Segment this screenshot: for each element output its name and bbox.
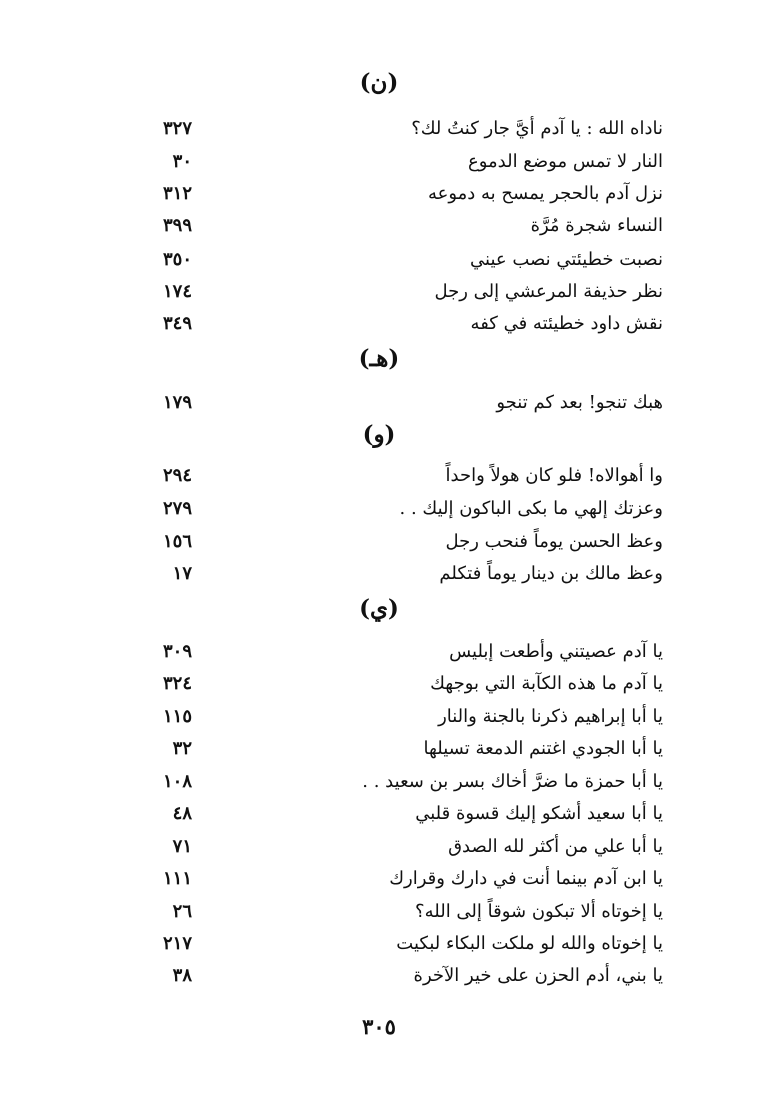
index-entry bbox=[0, 459, 758, 492]
entry-text: هبك تنجو! بعد كم تنجو bbox=[496, 392, 663, 413]
index-entry bbox=[0, 635, 758, 668]
entry-page-number: ٣٢٧ bbox=[162, 118, 192, 139]
entry-text: يا أبا إبراهيم ذكرنا بالجنة والنار bbox=[438, 706, 663, 727]
entry-text: يا آدم عصيتني وأطعت إبليس bbox=[449, 641, 663, 662]
entry-text: نظر حذيفة المرعشي إلى رجل bbox=[434, 281, 663, 302]
entry-text: يا أبا الجودي اغتنم الدمعة تسيلها bbox=[423, 738, 663, 759]
index-entry bbox=[0, 959, 758, 992]
index-entry bbox=[0, 492, 758, 525]
entry-text: النساء شجرة مُرَّة bbox=[530, 215, 663, 236]
index-entry bbox=[0, 307, 758, 340]
entry-page-number: ٣٢٤ bbox=[162, 673, 192, 694]
entry-page-number: ٢٩٤ bbox=[162, 465, 192, 486]
entry-text: يا ابن آدم بينما أنت في دارك وقرارك bbox=[389, 868, 663, 889]
index-entry bbox=[0, 177, 758, 210]
entry-text: نقش داود خطيئته في كفه bbox=[470, 313, 663, 334]
index-entry bbox=[0, 525, 758, 558]
index-entry bbox=[0, 112, 758, 145]
entry-text: نزل آدم بالحجر يمسح به دموعه bbox=[427, 183, 663, 204]
entry-page-number: ١٥٦ bbox=[162, 531, 192, 552]
entry-page-number: ٢١٧ bbox=[162, 933, 192, 954]
footer-page-number: ٣٠٥ bbox=[362, 1014, 396, 1039]
entry-text: يا بني، أدم الحزن على خير الآخرة bbox=[413, 965, 663, 986]
index-entry bbox=[0, 275, 758, 308]
entry-page-number: ١٧٤ bbox=[162, 281, 192, 302]
section-heading-noon: (ن) bbox=[359, 69, 399, 96]
index-entry bbox=[0, 765, 758, 798]
section-heading-ha: (هـ) bbox=[358, 345, 400, 372]
entry-text: نصبت خطيئتي نصب عيني bbox=[470, 249, 663, 270]
entry-page-number: ١٠٨ bbox=[162, 771, 192, 792]
index-entry bbox=[0, 732, 758, 765]
entry-page-number: ١١١ bbox=[162, 868, 192, 889]
index-entry bbox=[0, 927, 758, 960]
entry-page-number: ١٧ bbox=[172, 563, 192, 584]
entry-page-number: ٢٧٩ bbox=[162, 498, 192, 519]
index-entry bbox=[0, 557, 758, 590]
entry-text: يا أبا سعيد أشكو إليك قسوة قلبي bbox=[415, 803, 663, 824]
entry-page-number: ٣٩٩ bbox=[162, 215, 192, 236]
entry-text: وا أهوالاه! فلو كان هولاً واحداً bbox=[445, 465, 663, 486]
entry-page-number: ٣٢ bbox=[172, 738, 192, 759]
index-entry bbox=[0, 895, 758, 928]
entry-page-number: ٣١٢ bbox=[162, 183, 192, 204]
entry-page-number: ١١٥ bbox=[162, 706, 192, 727]
entry-page-number: ٣٠ bbox=[172, 151, 192, 172]
index-entry bbox=[0, 862, 758, 895]
index-entry bbox=[0, 386, 758, 419]
entry-text: النار لا تمس موضع الدموع bbox=[467, 151, 663, 172]
index-entry bbox=[0, 667, 758, 700]
index-entry bbox=[0, 830, 758, 863]
section-heading-ya: (ي) bbox=[359, 595, 399, 622]
entry-page-number: ٣٥٠ bbox=[162, 249, 192, 270]
entry-page-number: ٢٦ bbox=[172, 901, 192, 922]
index-entry bbox=[0, 797, 758, 830]
section-heading-waw: (و) bbox=[362, 421, 396, 448]
entry-text: ناداه الله : يا آدم أيَّ جار كنتُ لك؟ bbox=[411, 118, 663, 139]
index-entry bbox=[0, 700, 758, 733]
index-entry bbox=[0, 243, 758, 276]
entry-text: يا إخوتاه ألا تبكون شوقاً إلى الله؟ bbox=[415, 901, 663, 922]
entry-page-number: ٧١ bbox=[172, 836, 192, 857]
entry-page-number: ٣٨ bbox=[172, 965, 192, 986]
entry-text: وعظ مالك بن دينار يوماً فتكلم bbox=[439, 563, 663, 584]
entry-text: يا آدم ما هذه الكآبة التي بوجهك bbox=[430, 673, 663, 694]
entry-text: وعظ الحسن يوماً فنحب رجل bbox=[445, 531, 663, 552]
entry-text: يا إخوتاه والله لو ملكت البكاء لبكيت bbox=[396, 933, 663, 954]
index-entry bbox=[0, 209, 758, 242]
entry-page-number: ١٧٩ bbox=[162, 392, 192, 413]
entry-text: يا أبا حمزة ما ضرَّ أخاك بسر بن سعيد . . bbox=[362, 771, 663, 792]
entry-page-number: ٣٤٩ bbox=[162, 313, 192, 334]
index-entry bbox=[0, 145, 758, 178]
entry-text: وعزتك إلهي ما بكى الباكون إليك . . bbox=[399, 498, 663, 519]
entry-page-number: ٤٨ bbox=[172, 803, 192, 824]
entry-page-number: ٣٠٩ bbox=[162, 641, 192, 662]
entry-text: يا أبا علي من أكثر لله الصدق bbox=[448, 836, 663, 857]
